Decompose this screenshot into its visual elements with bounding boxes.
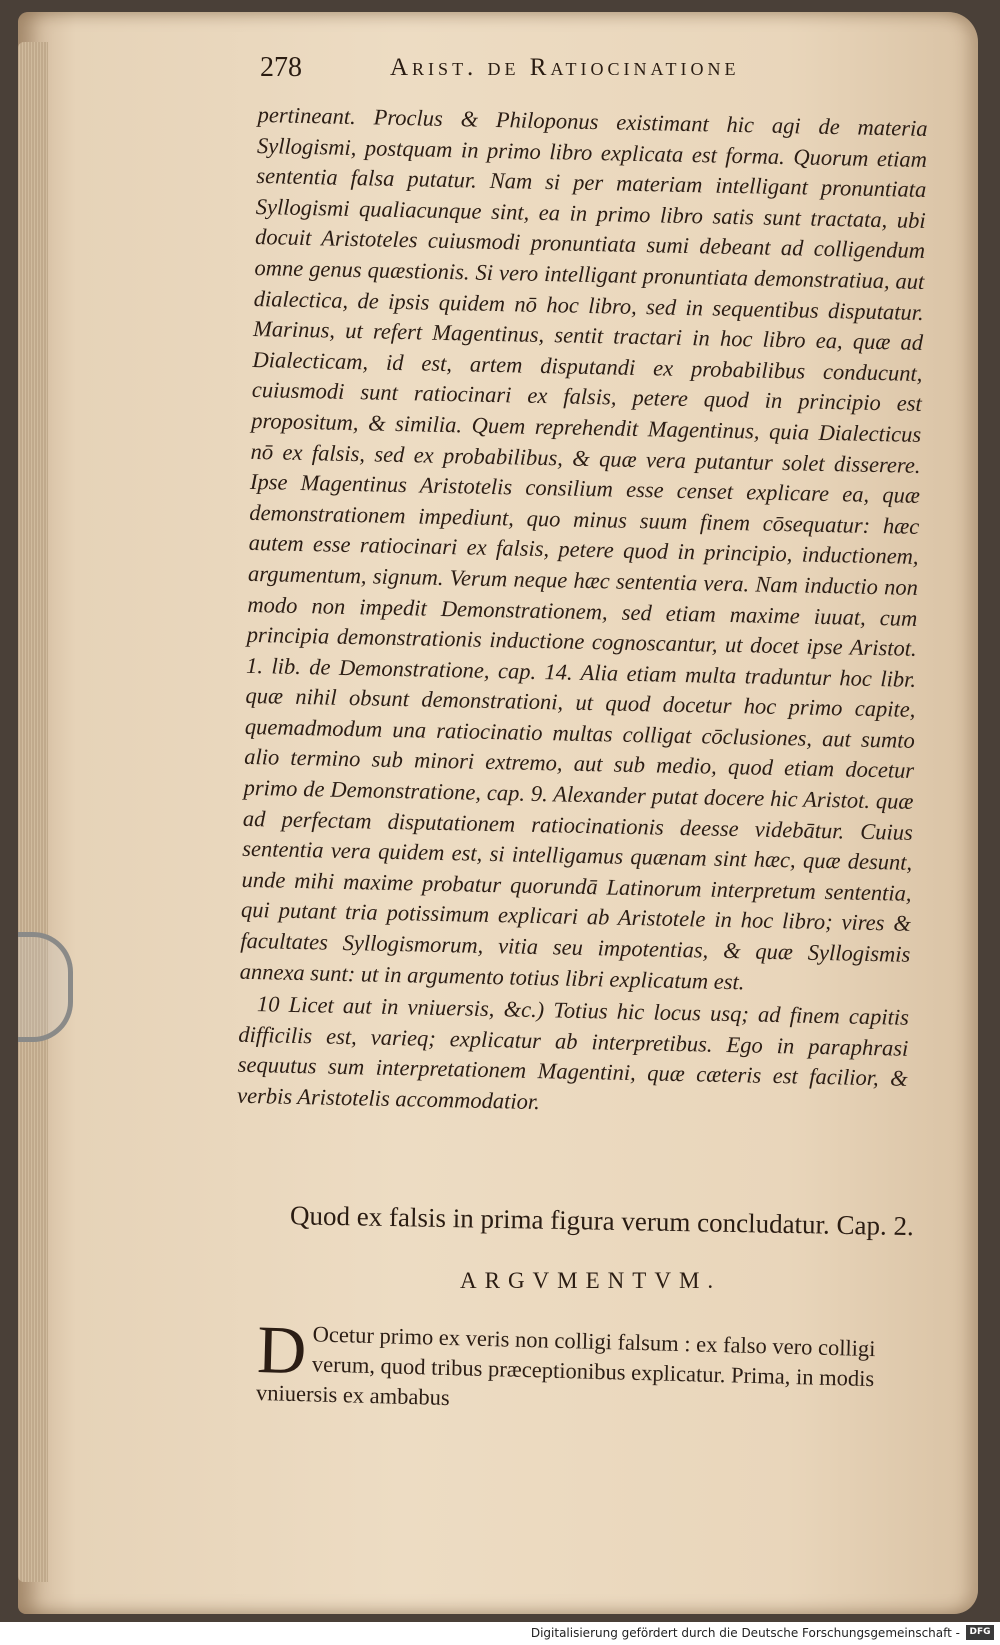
dfg-logo-icon: DFG — [966, 1625, 994, 1640]
dropcap-letter: D — [256, 1311, 308, 1389]
argument-paragraph — [255, 1311, 938, 1426]
page-header — [260, 52, 900, 92]
page-number: 278 — [260, 52, 302, 83]
footer-bar — [0, 1622, 1000, 1645]
argument-heading: ARGVMENTVM. — [460, 1268, 722, 1293]
body-text — [237, 100, 928, 1125]
chapter-heading: Quod ex falsis in prima figura verum concludatur. Cap. 2. — [289, 1200, 915, 1242]
page-edge — [18, 42, 48, 1582]
funding-note: Digitalisierung gefördert durch die Deutsche Forschungsgemeinschaft - — [530, 1626, 960, 1640]
main-paragraph: pertineant. Proclus & Philoponus existimant hic agi de materia Syllogismi, postquam in primo libro explicata est forma. Quorum etiam sententia falsa putatur. Nam si per materiam intelligant pronuntiata Syllogismi qualiacunque sint, ea in primo libro satis sunt tractata, ubi docuit Aristoteles cuiusmodi pronuntiata sumi debeant ad colligendum omne genus quæstionis. Si vero intelligant pronuntiata demonstratiua, aut dialectica, de ipsis quidem nō hoc libro, sed in sequentibus disputatur. Marinus, ut refert Magentinus, sentit tractari in hoc libro ea, quæ ad Dialecticam, id est, artem disputandi ex probabilibus conducunt, cuiusmodi sunt ratiocinari ex falsis, petere quod in principio est propositum, & similia. Quem reprehendit Magentinus, quia Dialecticus nō ex falsis, sed ex probabilibus, & quæ vera putantur solet disserere. Ipse Magentinus Aristotelis consilium esse censet explicare ea, quæ demonstrationem impediunt, quo minus suum finem cōsequatur: hæc autem esse ratiocinari ex falsis, petere quod in principio, inductionem, argumentum, signum. Verum neque hæc sententia vera. Nam inductio non modo non impedit Demonstrationem, sed etiam maxime iuuat, cum principia demonstrationis inductione cognoscantur, ut docet ipse Aristot. 1. lib. de Demonstratione, cap. 14. Alia etiam multa traduntur hoc libr. quæ nihil obsunt demonstrationi, ut quod docetur hoc primo capite, quemadmodum una ratiocinatio multas colligat cōclusiones, aut sumto alio termino sub minori extremo, aut sub medio, quod etiam docetur primo de Demonstratione, cap. 9. Alexander putat docere hic Aristot. quæ ad perfectam disputationem ratiocinationis deesse videbātur. Cuius sententia vera quidem est, si intelligamus quænam sint hæc, quæ desunt, unde mihi maxime probatur quorundā Latinorum interpretum sententia, qui putant tria potissimum explicari ab Aristotele in hoc libro; vires & facultates Syllogismorum, vitia seu impotentias, & quæ Syllogismis annexa sunt: ut in argumento totius libri explicatum est. — [239, 101, 928, 995]
argument-text: Ocetur primo ex veris non colligi falsum : ex falso vero colligi verum, quod tribus præceptionibus explicatur. Prima, in modis vniuersis ex ambabus — [255, 1321, 876, 1411]
page-clip — [18, 932, 73, 1042]
note-paragraph: 10 Licet aut in vniuersis, &c.) Totius hic locus usq; ad finem capitis difficilis est, varieq; explicatur ab interpretibus. Ego in paraphrasi sequutus sum interpretationem Magentini, quæ cæteris est facilior, & verbis Aristotelis accommodatior. — [236, 991, 910, 1115]
running-title: Arist. de Ratiocinatione — [390, 54, 740, 81]
